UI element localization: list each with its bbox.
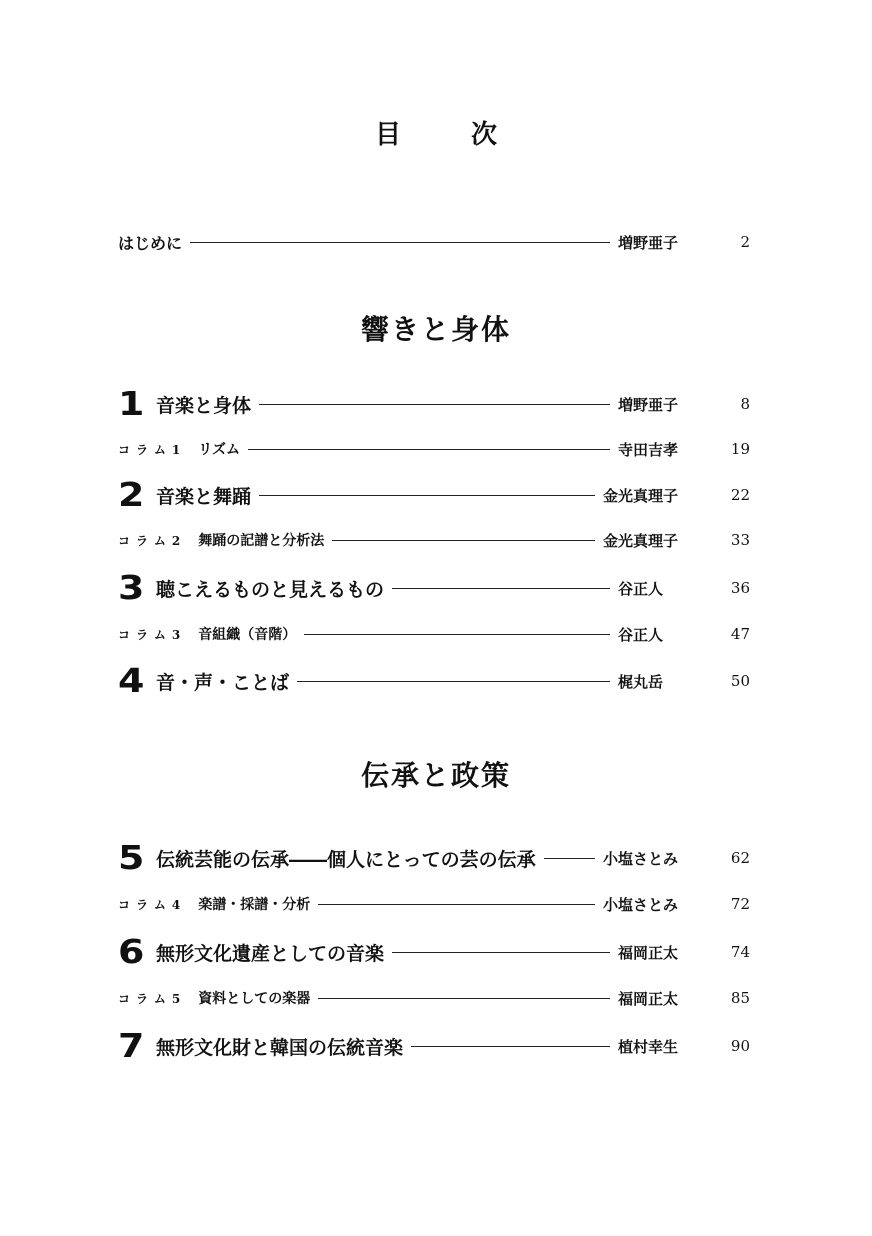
entry-author: 寺田吉孝	[617, 440, 678, 459]
toc-entry-chapter[interactable]	[118, 475, 750, 514]
entry-author: 谷正人	[618, 625, 664, 644]
chapter-number: 4	[118, 661, 145, 700]
leader-line	[297, 681, 610, 682]
entry-page: 36	[730, 579, 750, 597]
entry-page: 47	[730, 625, 750, 643]
entry-author: 福岡正太	[617, 943, 678, 962]
entry-author: 梶丸岳	[618, 672, 664, 691]
entry-author: 増野亜子	[617, 233, 678, 252]
leader-line	[392, 952, 610, 953]
column-prefix: コラム2	[118, 533, 187, 548]
toc-entry-chapter[interactable]	[118, 661, 750, 700]
toc-entry-chapter[interactable]	[118, 568, 750, 607]
leader-line	[304, 634, 610, 635]
chapter-number: 1	[118, 384, 145, 423]
toc-entry-column[interactable]	[118, 888, 750, 920]
section-title: 伝承と政策	[360, 759, 511, 792]
entry-title: 舞踊の記譜と分析法	[198, 533, 325, 549]
entry-author: 植村幸生	[617, 1037, 678, 1056]
column-prefix: コラム5	[118, 991, 187, 1006]
leader-line	[392, 588, 610, 589]
leader-line	[318, 998, 610, 999]
entry-author: 福岡正太	[617, 989, 678, 1008]
entry-title: 音楽と身体	[156, 394, 252, 417]
leader-line	[332, 540, 595, 541]
entry-author: 増野亜子	[617, 395, 678, 414]
entry-page: 50	[730, 672, 750, 690]
chapter-number: 2	[118, 475, 145, 514]
page-title: 目 次	[374, 120, 519, 150]
entry-page: 2	[740, 233, 750, 251]
chapter-number: 7	[118, 1026, 145, 1065]
column-prefix: コラム4	[118, 897, 187, 912]
toc-entry-chapter[interactable]	[118, 1026, 750, 1065]
chapter-number: 6	[118, 932, 145, 971]
entry-page: 90	[730, 1037, 750, 1055]
entry-title: 伝統芸能の伝承――個人にとっての芸の伝承	[156, 848, 536, 871]
leader-line	[544, 858, 595, 859]
entry-page: 8	[740, 395, 750, 413]
entry-author: 小塩さとみ	[602, 849, 678, 868]
leader-line	[259, 404, 610, 405]
entry-author: 小塩さとみ	[602, 895, 678, 914]
entry-author: 金光真理子	[602, 486, 678, 505]
entry-page: 74	[730, 943, 750, 961]
column-prefix: コラム1	[118, 442, 187, 457]
entry-title: 無形文化遺産としての音楽	[156, 942, 385, 965]
toc-entry-column[interactable]	[118, 618, 750, 650]
entry-page: 33	[730, 531, 750, 549]
leader-line	[248, 449, 610, 450]
entry-page: 85	[730, 989, 750, 1007]
toc-entry-chapter[interactable]	[118, 838, 750, 877]
chapter-number: 5	[118, 838, 145, 877]
entry-title: 資料としての楽器	[198, 991, 311, 1007]
toc-entry-chapter[interactable]	[118, 384, 750, 423]
section-title: 響きと身体	[360, 313, 511, 346]
entry-page: 22	[730, 486, 750, 504]
entry-title: 無形文化財と韓国の伝統音楽	[156, 1036, 404, 1059]
entry-title: はじめに	[118, 233, 183, 253]
leader-line	[318, 904, 595, 905]
entry-title: リズム	[198, 442, 240, 458]
column-prefix: コラム3	[118, 627, 187, 642]
chapter-number: 3	[118, 568, 145, 607]
toc-entry-column[interactable]	[118, 433, 750, 465]
toc-entry-intro[interactable]	[118, 226, 750, 258]
entry-title: 音組織（音階）	[198, 627, 297, 643]
entry-title: 楽譜・採譜・分析	[198, 897, 311, 913]
entry-title: 聴こえるものと見えるもの	[156, 578, 385, 601]
entry-title: 音・声・ことば	[156, 671, 290, 694]
entry-title: 音楽と舞踊	[156, 485, 252, 508]
entry-author: 谷正人	[618, 579, 664, 598]
entry-page: 19	[730, 440, 750, 458]
toc-entry-column[interactable]	[118, 982, 750, 1014]
leader-line	[411, 1046, 610, 1047]
toc-entry-column[interactable]	[118, 524, 750, 556]
leader-line	[259, 495, 595, 496]
entry-author: 金光真理子	[602, 531, 678, 550]
entry-page: 62	[730, 849, 750, 867]
toc-entry-chapter[interactable]	[118, 932, 750, 971]
leader-line	[190, 242, 610, 243]
entry-page: 72	[730, 895, 750, 913]
